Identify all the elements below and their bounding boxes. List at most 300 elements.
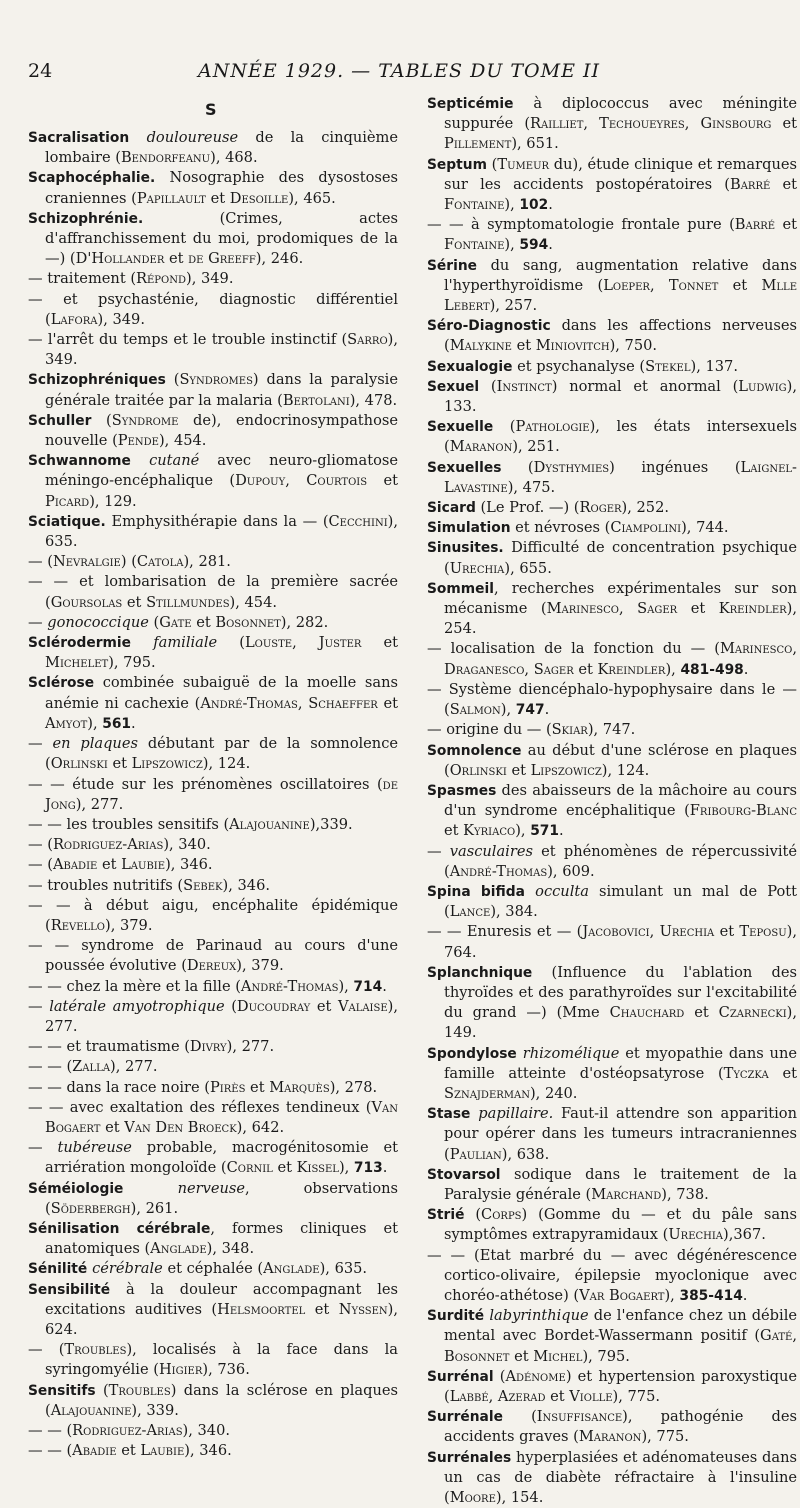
entry-text: , formes cliniques et anatomiques ( (45, 1219, 398, 1258)
entry-text: — — ( (28, 1058, 73, 1076)
author-name: Railliet (530, 115, 584, 133)
entry-keyword: Séro-Diagnostic (427, 318, 551, 335)
index-entry (427, 842, 797, 882)
author-name: Azerad (497, 1388, 546, 1405)
author-name: Pende (117, 432, 159, 450)
entry-text: et (684, 1004, 719, 1022)
entry-text: débutant par de la somnolence ( (45, 735, 399, 773)
entry-text: combinée subaiguë de la moelle sans anémie ni cachexie ( (45, 674, 398, 712)
entry-text: du), étude clinique et remarques sur les accidents postopératoires ( (444, 155, 797, 193)
author-name: Marquès (269, 1078, 330, 1096)
entry-text: — ( (28, 856, 53, 874)
entry-text: ( (165, 371, 180, 389)
entry-text: ), 133. (444, 377, 797, 416)
author-name: Fontaine (444, 196, 505, 214)
author-name: Tonnet (668, 276, 719, 294)
author-name: Troubles (108, 1381, 171, 1399)
author-name: Schaeffer (308, 694, 378, 712)
author-name: Instinct (496, 377, 552, 395)
index-entry (427, 741, 797, 781)
entry-text: ( (217, 634, 245, 652)
entry-text: ) dans la paralysie générale traitée par la malaria ( (45, 371, 398, 409)
entry-text: et (100, 1118, 125, 1136)
entry-text: et (509, 1347, 534, 1365)
author-name: Lafora (50, 310, 98, 328)
entry-text: ), 154. (495, 1489, 544, 1507)
index-entry (28, 512, 398, 552)
entry-text: ), 149. (444, 1004, 797, 1042)
entry-text: ) ingénues ( (609, 458, 741, 476)
index-entry (28, 330, 398, 370)
index-entry (28, 411, 398, 451)
author-name: Pillement (444, 135, 512, 153)
index-entry (427, 1104, 797, 1165)
entry-text: ), 257. (489, 297, 538, 315)
author-name: Adénome (505, 1367, 566, 1385)
entry-keyword: Sexuel (427, 378, 480, 395)
index-entry (427, 579, 797, 640)
index-entry (427, 1367, 797, 1407)
index-entry (28, 1179, 398, 1219)
entry-keyword: Sclérodermie (28, 635, 154, 652)
entry-text: ), 282. (280, 613, 329, 631)
entry-text: — — chez la mère et la fille ( (28, 977, 241, 995)
index-entry (28, 168, 398, 208)
entry-keyword: Sénilité (28, 1261, 93, 1278)
entry-text: et (310, 997, 338, 1015)
page-ref: 102 (519, 197, 549, 214)
author-name: Sager (533, 660, 574, 678)
entry-text: du sang, augmentation relative dans l'hyperthyroïdisme ( (444, 256, 797, 294)
entry-text: — (28, 997, 50, 1015)
entry-text: ), 764. (444, 923, 797, 961)
entry-text: . (559, 822, 564, 840)
index-entry (427, 377, 797, 417)
index-entry (28, 1057, 398, 1077)
author-name: Kreindler (718, 600, 787, 618)
entry-text: à diplococcus avec méningite suppurée ( (444, 95, 797, 133)
index-entry (28, 855, 398, 875)
entry-text: papillaire. (478, 1105, 554, 1123)
entry-text: Difficulté de concentration psychique ( (444, 539, 797, 577)
entry-text: avec neuro-gliomatose méningo-encéphalique ( (45, 452, 398, 490)
entry-text: ), 252. (621, 499, 669, 517)
entry-text: cutané (149, 452, 200, 470)
entry-text: — — à symptomatologie frontale pure ( (427, 216, 735, 234)
author-name: Papillault (136, 189, 206, 207)
entry-text: — traitement ( (28, 270, 137, 288)
entry-text: . (382, 977, 387, 995)
entry-text: tubéreuse (57, 1139, 132, 1157)
entry-text: et phénomènes de répercussivité ( (444, 842, 797, 880)
index-entry (427, 781, 797, 842)
author-name: Barré (734, 216, 776, 234)
entry-text: ), 240. (529, 1084, 578, 1102)
author-name: Helsmoortel (217, 1300, 306, 1318)
entry-text: dans les affections nerveuses ( (444, 317, 797, 355)
author-name: Fontaine (444, 236, 505, 254)
index-entry (28, 1259, 398, 1279)
author-name: Orlinski (449, 761, 507, 779)
entry-text: ), 349. (97, 310, 145, 328)
index-entry (28, 613, 398, 633)
author-name: Bendorfeanu (120, 149, 211, 167)
entry-keyword: Sommeil (427, 580, 494, 597)
entry-text: (Crimes, actes d'affranchissement du moi, prodomiques de la —) (D' (45, 209, 398, 268)
entry-keyword: Splanchnique (427, 964, 533, 981)
entry-keyword: Sciatique. (28, 513, 106, 530)
entry-text: et (677, 600, 719, 618)
author-name: Pathologie (515, 418, 590, 436)
entry-text: — troubles nutritifs ( (28, 876, 184, 894)
entry-text: , (297, 694, 309, 712)
entry-keyword: Sacralisation (28, 130, 147, 146)
entry-text: . (548, 196, 553, 214)
author-name: Sznajderman (444, 1084, 530, 1102)
author-name: Abadie (52, 856, 98, 874)
index-entry (28, 997, 398, 1037)
author-name: Lipszowicz (131, 755, 203, 773)
index-entry (28, 290, 398, 330)
author-name: Violle (569, 1388, 613, 1405)
author-name: Kissel (296, 1159, 339, 1177)
author-name: Czarnecki (718, 1004, 787, 1022)
entry-text: ), 246. (255, 250, 304, 268)
entry-text: ) normal et anormal ( (551, 377, 739, 395)
author-name: Malykine (449, 337, 512, 355)
index-entry (28, 572, 398, 612)
entry-text: et (245, 1078, 270, 1096)
index-entry (28, 209, 398, 270)
entry-text: et (116, 1442, 141, 1460)
entry-keyword: Septum (427, 156, 487, 173)
index-entry (427, 1165, 797, 1205)
author-name: Rodriguez-Arias (72, 1422, 183, 1439)
author-name: Bosonnet (444, 1347, 510, 1365)
page-ref: 385-414 (679, 1287, 743, 1304)
index-entry (28, 1441, 398, 1461)
entry-text: ), pathogénie des accidents graves ( (444, 1408, 797, 1446)
entry-text: ), 478. (349, 391, 398, 409)
entry-text: ( (224, 997, 237, 1015)
author-name: Maranon (578, 1428, 642, 1446)
author-name: Loeper (603, 276, 650, 294)
entry-text: . (131, 714, 136, 732)
index-entry (28, 633, 398, 673)
entry-text: nerveuse (177, 1179, 245, 1197)
entry-text: et (367, 472, 399, 490)
entry-keyword: Sérine (427, 257, 478, 274)
entry-text: — ( (28, 1341, 65, 1359)
index-entry (28, 1138, 398, 1178)
entry-text: familiale (153, 634, 218, 652)
author-name: Juster (318, 634, 362, 652)
author-name: Catola (136, 553, 184, 571)
index-entry (427, 155, 797, 216)
entry-text: , recherches expérimentales sur son mécanisme ( (444, 579, 797, 618)
entry-text: ), 795. (108, 654, 156, 672)
entry-text: — (28, 1139, 58, 1157)
author-name: Ludwig (738, 377, 787, 395)
entry-text: ), 775. (641, 1428, 689, 1446)
entry-text: et (164, 250, 189, 268)
entry-text: — (28, 613, 48, 631)
entry-text: ), 277. (226, 1038, 275, 1056)
entry-text: ),367. (723, 1226, 766, 1244)
index-entry (28, 1037, 398, 1057)
entry-text: ), 254. (444, 600, 797, 638)
author-name: Roger (579, 499, 622, 517)
entry-text: — localisation de la fonction du — ( (427, 640, 720, 658)
author-name: Maranon (449, 438, 513, 456)
entry-text: (Influence du l'ablation des thyroïdes et des parathyroïdes sur l'excitabilité du grand —) (Mme (444, 963, 797, 1022)
author-name: Cecchini (328, 512, 388, 530)
author-name: Marinesco (546, 600, 619, 618)
author-name: Barré (729, 175, 771, 193)
entry-text: , (792, 640, 797, 658)
index-entry (28, 936, 398, 976)
entry-text: — — et traumatisme ( (28, 1038, 190, 1056)
page-number: 24 (28, 60, 53, 82)
author-name: Laubie (121, 856, 166, 874)
entry-text: probable, macrogénitosomie et arriération mongoloïde ( (45, 1139, 398, 1177)
index-entry (427, 922, 797, 962)
entry-text: ), 635. (45, 512, 398, 551)
entry-text: — — étude sur les prénomènes oscillatoires ( (28, 775, 383, 793)
entry-text: , (684, 115, 701, 133)
entry-text: . (742, 1286, 748, 1304)
author-name: Rodriguez-Arias (52, 836, 164, 854)
author-name: Paulian (449, 1145, 502, 1163)
entry-text: et (107, 755, 132, 773)
index-entry (28, 977, 398, 997)
author-name: Urechia (668, 1226, 724, 1244)
entry-text: de la cinquième lombaire ( (45, 129, 398, 167)
entry-text: ), (664, 1286, 680, 1304)
entry-text: — origine du — ( (427, 721, 552, 739)
entry-text: à la douleur accompagnant les excitations auditives ( (45, 1280, 398, 1318)
entry-text: . (382, 1159, 388, 1177)
entry-text: — — (Etat marbré du — avec dégénérescence cortico-olivaire, épilepsie myoclonique avec choréo-athétose) ( (427, 1246, 797, 1304)
entry-text: ( (91, 411, 112, 429)
entry-text: et (768, 1064, 797, 1082)
entry-keyword: Stase (427, 1106, 479, 1123)
entry-text: ) ( (120, 553, 137, 571)
index-entry (28, 128, 398, 168)
author-name: Corps (481, 1206, 522, 1224)
entry-keyword: Surrénal (427, 1368, 494, 1385)
author-name: Nevralgie (52, 553, 121, 571)
entry-text: . (544, 701, 550, 719)
entry-text: hyperplasiées et adénomateuses dans un cas de diabète réfractaire à l'insuline ( (444, 1448, 797, 1507)
entry-text: ), (515, 822, 531, 840)
entry-text: ), localisés à la face dans la syringomyélie ( (45, 1341, 398, 1379)
author-name: Bosonnet (215, 613, 281, 631)
index-entry (28, 1219, 398, 1259)
entry-keyword: Schizophrénie. (28, 210, 144, 227)
index-entry (28, 734, 398, 774)
entry-text: et (775, 216, 798, 234)
entry-text: et (573, 660, 598, 678)
section-letter: S (205, 100, 217, 119)
entry-keyword: Septicémie (427, 96, 514, 112)
entry-text: ( (486, 155, 498, 173)
entry-text: ), (87, 714, 103, 732)
entry-keyword: Stovarsol (427, 1166, 501, 1183)
entry-text: ), 475. (507, 478, 556, 496)
entry-text: ), 281. (183, 553, 231, 571)
entry-keyword: Spina bifida (427, 883, 536, 900)
entry-keyword: Sinusites. (427, 540, 504, 557)
author-name: Dereux (186, 957, 237, 975)
entry-text: et (305, 1300, 339, 1318)
index-entry (28, 269, 398, 289)
author-name: Lance (449, 903, 491, 921)
author-name: Gaté (760, 1327, 793, 1345)
author-name: Jacobovici (582, 923, 650, 941)
entry-text: Faut-il attendre son apparition pour opérer dans les tumeurs intracraniennes ( (444, 1105, 797, 1163)
author-name: Goursolas (50, 593, 123, 611)
entry-keyword: Sensibilité (28, 1281, 111, 1298)
entry-keyword: Scaphocéphalie. (28, 170, 156, 187)
author-name: Teposu (739, 923, 787, 941)
author-name: Michelet (45, 654, 109, 672)
index-entry (427, 639, 797, 679)
author-name: Alajouanine (50, 1401, 132, 1419)
author-name: Insuffisance (536, 1408, 623, 1426)
entry-text: . (743, 660, 749, 678)
entry-text: ), 384. (490, 903, 538, 921)
page-ref: 594 (519, 237, 549, 254)
author-name: Valaise (337, 997, 388, 1015)
author-name: Cornil (226, 1159, 273, 1177)
entry-text: ), 277. (110, 1058, 158, 1076)
entry-text: ), 349. (45, 331, 398, 369)
index-entry (427, 1407, 797, 1447)
entry-text: douloureuse (146, 129, 239, 146)
author-name: Higier (158, 1361, 203, 1379)
entry-keyword: Somnolence (427, 742, 522, 759)
index-entry (28, 1098, 398, 1138)
author-name: Miniovitch (535, 337, 610, 355)
entry-text: — — dans la race noire ( (28, 1078, 210, 1096)
entry-text: gonococcique (47, 613, 149, 631)
entry-text: ), (500, 701, 516, 719)
index-entry (28, 1078, 398, 1098)
page-header (28, 60, 770, 90)
entry-keyword: Spondylose (427, 1045, 523, 1062)
entry-text: ), 454. (158, 432, 207, 450)
author-name: Gate (159, 613, 192, 631)
author-name: Kreindler (597, 660, 666, 678)
author-name: Picard (45, 492, 90, 510)
entry-text: Nosographie des dysostoses craniennes ( (45, 169, 398, 207)
entry-text: ) (Gomme du — et du pâle sans symptômes extrapyramidaux ( (444, 1206, 797, 1244)
author-name: Stekel (645, 357, 691, 375)
running-title: ANNÉE 1929. — TABLES DU TOME II (198, 60, 600, 82)
entry-text: , (619, 600, 638, 618)
author-name: Desoille (229, 189, 289, 207)
entry-text: — l'arrêt du temps et le trouble instinctif ( (28, 331, 348, 349)
entry-text: ), 795. (582, 1347, 630, 1365)
entry-text: — — avec exaltation des réflexes tendineux ( (28, 1098, 372, 1116)
author-name: André-Thomas (449, 862, 548, 880)
entry-text: ( (464, 1206, 482, 1224)
entry-text: ), 736. (202, 1361, 250, 1379)
entry-text: ), 346. (184, 1442, 232, 1460)
author-name: Ciampolini (610, 519, 682, 537)
author-name: Dupouy (235, 472, 286, 490)
entry-keyword: Strié (427, 1207, 465, 1224)
author-name: Mlle Lebert (444, 276, 797, 315)
author-name: Techoueyres (599, 115, 685, 133)
entry-text: et psychanalyse ( (512, 357, 646, 375)
index-entry (28, 1421, 398, 1441)
entry-text: ( (479, 377, 497, 395)
entry-text: , (292, 634, 319, 652)
author-name: Sager (637, 600, 678, 618)
author-name: Divry (189, 1038, 227, 1056)
entry-keyword: Sicard (427, 500, 476, 517)
entry-text: , (792, 1327, 797, 1345)
entry-text: et (714, 923, 740, 941)
entry-text: (Le Prof. —) ( (475, 499, 580, 517)
author-name: Anglade (150, 1240, 207, 1258)
entry-text: — Système diencéphalo-hypophysaire dans le — ( (427, 680, 797, 719)
author-name: de Jong (45, 775, 398, 813)
index-entry (28, 673, 398, 734)
entry-keyword: Sexuelle (427, 419, 494, 436)
index-entry (427, 417, 797, 457)
entry-text: . (548, 236, 553, 254)
entry-text: ), 251. (512, 438, 560, 456)
entry-text: ), 775. (612, 1388, 660, 1405)
entry-keyword: Sexualogie (427, 358, 513, 375)
author-name: André-Thomas (200, 694, 298, 712)
index-entry (427, 720, 797, 740)
entry-text: , (488, 1388, 498, 1405)
author-name: Chauchard (609, 1004, 685, 1022)
entry-text: ), (338, 1159, 354, 1177)
page-ref: 714 (353, 978, 383, 995)
author-name: Fribourg-Blanc (689, 802, 797, 820)
entry-text: — — les troubles sensitifs ( (28, 815, 230, 833)
entry-text: — ( (28, 836, 53, 854)
index-entry (28, 1280, 398, 1341)
right-column (427, 94, 797, 1508)
entry-text: et céphalée ( (162, 1260, 264, 1278)
entry-text: , (583, 115, 600, 133)
entry-text: ), 744. (681, 519, 729, 537)
entry-text: ), 379. (105, 916, 153, 934)
entry-text: , (524, 660, 534, 678)
entry-text: sodique dans le traitement de la Paralysie générale ( (444, 1165, 797, 1203)
author-name: Van Den Broeck (124, 1118, 237, 1136)
entry-keyword: Sensitifs (28, 1382, 96, 1399)
author-name: Salmon (449, 701, 501, 719)
entry-text: ), (338, 977, 354, 995)
entry-text: vasculaires (449, 842, 533, 860)
author-name: Var Bogaert (579, 1286, 665, 1304)
entry-text: ), 124. (202, 755, 251, 773)
index-entry (28, 775, 398, 815)
entry-text: latérale amyotrophique (49, 997, 225, 1015)
author-name: Zalla (72, 1058, 111, 1076)
author-name: Michel (533, 1347, 583, 1365)
author-name: Orlinski (50, 755, 108, 773)
author-name: de Greeff (188, 250, 256, 268)
author-name: Troubles (64, 1341, 127, 1359)
